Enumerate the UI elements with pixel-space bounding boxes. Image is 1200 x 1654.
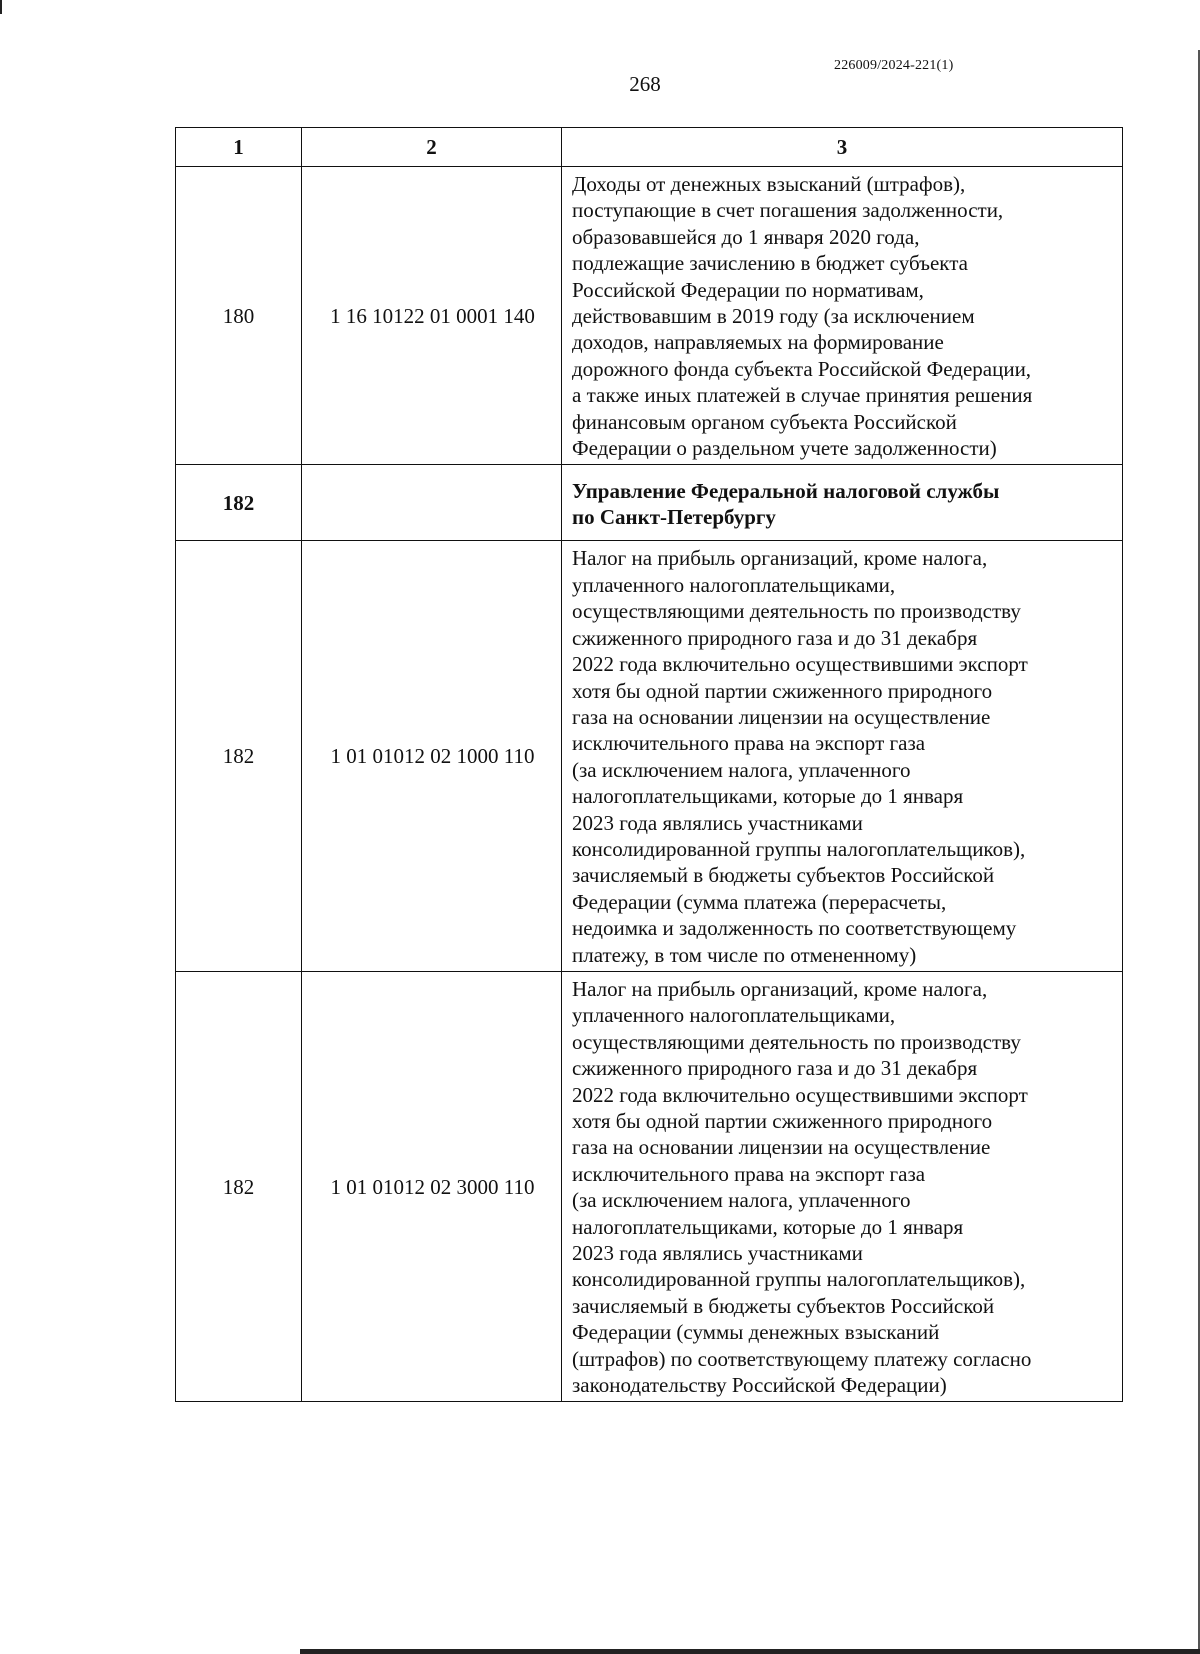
description-cell: Доходы от денежных взысканий (штрафов), поступающие в счет погашения задолженности, образовавшейся до 1 января 2020 года, подлежащие зачислению в бюджет субъекта Российской Федерации по нормативам, действовавшим в 2019 году (за исключением доходов, направляемых на формирование дорожного фонда субъекта Российской Федерации, а также иных платежей в случае принятия решения финансовым органом субъекта Российской Федерации о раздельном учете задолженности) <box>562 167 1123 465</box>
page-number: 268 <box>629 72 661 96</box>
document-id: 226009/2024-221(1) <box>834 58 954 73</box>
budget-code-cell: 1 16 10122 01 0001 140 <box>302 167 562 465</box>
table-row <box>176 971 1123 1402</box>
budget-code-cell <box>302 465 562 541</box>
scan-bottom-bar <box>300 1649 1200 1654</box>
header-col-1: 1 <box>176 128 302 167</box>
table-header-row <box>176 128 1123 167</box>
admin-code-cell: 182 <box>176 971 302 1402</box>
admin-code-cell: 182 <box>176 465 302 541</box>
header-col-2: 2 <box>302 128 562 167</box>
table-row-organization <box>176 465 1123 541</box>
table-row <box>176 167 1123 465</box>
scan-edge-mark <box>0 0 2 14</box>
description-cell: Налог на прибыль организаций, кроме налога, уплаченного налогоплательщиками, осуществляющими деятельность по производству сжиженного природного газа и до 31 декабря 2022 года включительно осуществившими экспорт хотя бы одной партии сжиженного природного газа на основании лицензии на осуществление исключительного права на экспорт газа (за исключением налога, уплаченного налогоплательщиками, которые до 1 января 2023 года являлись участниками консолидированной группы налогоплательщиков), зачисляемый в бюджеты субъектов Российской Федерации (суммы денежных взысканий (штрафов) по соответствующему платежу согласно законодательству Российской Федерации) <box>562 971 1123 1402</box>
revenue-codes-table <box>175 127 1123 1402</box>
header-col-3: 3 <box>562 128 1123 167</box>
organization-name-cell: Управление Федеральной налоговой службы по Санкт-Петербургу <box>562 465 1123 541</box>
description-cell: Налог на прибыль организаций, кроме налога, уплаченного налогоплательщиками, осуществляющими деятельность по производству сжиженного природного газа и до 31 декабря 2022 года включительно осуществившими экспорт хотя бы одной партии сжиженного природного газа на основании лицензии на осуществление исключительного права на экспорт газа (за исключением налога, уплаченного налогоплательщиками, которые до 1 января 2023 года являлись участниками консолидированной группы налогоплательщиков), зачисляемый в бюджеты субъектов Российской Федерации (сумма платежа (перерасчеты, недоимка и задолженность по соответствующему платежу, в том числе по отмененному) <box>562 541 1123 972</box>
budget-code-cell: 1 01 01012 02 1000 110 <box>302 541 562 972</box>
budget-code-cell: 1 01 01012 02 3000 110 <box>302 971 562 1402</box>
admin-code-cell: 180 <box>176 167 302 465</box>
table-row <box>176 541 1123 972</box>
admin-code-cell: 182 <box>176 541 302 972</box>
